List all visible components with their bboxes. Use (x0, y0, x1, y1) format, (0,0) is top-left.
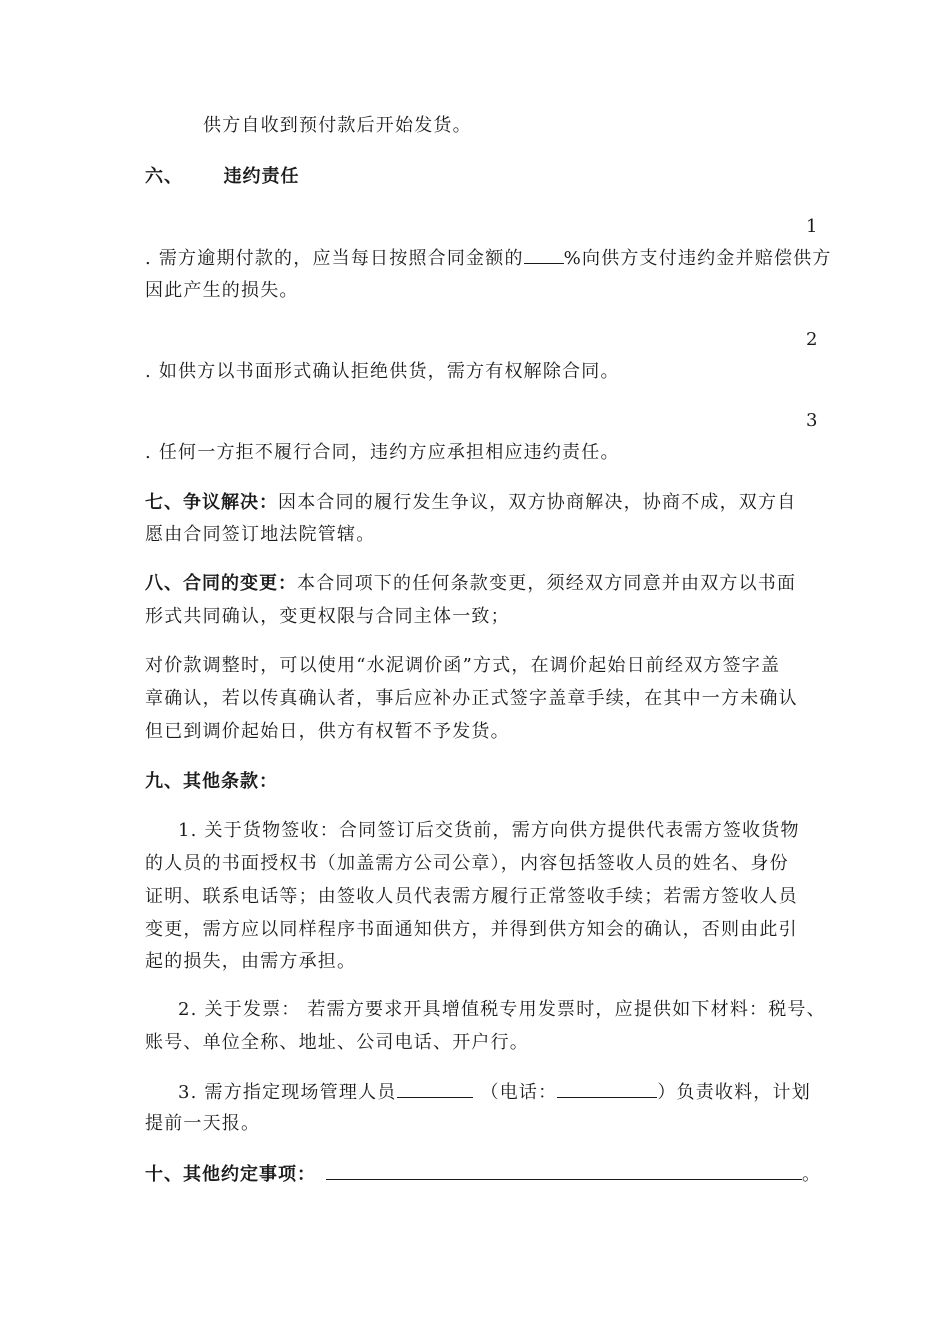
section-10-end: 。 (802, 1164, 822, 1185)
section-7-text: 因本合同的履行发生争议，双方协商解决，协商不成，双方自 (278, 492, 797, 513)
section-8-title: 八、合同的变更： (145, 573, 297, 594)
section-8-text: 本合同项下的任何条款变更，须经双方同意并由双方以书面 (297, 573, 797, 594)
clause-3-line-2: 提前一天报。 (145, 1113, 261, 1134)
clause-2-line-2: 账号、单位全称、地址、公司电话、开户行。 (145, 1032, 529, 1053)
item-1-line-1 (145, 245, 832, 272)
penalty-rate-blank[interactable] (524, 245, 564, 264)
item-3-text: . 任何一方拒不履行合同，违约方应承担相应违约责任。 (145, 442, 620, 463)
section-8-line-2: 形式共同确认，变更权限与合同主体一致； (145, 606, 510, 627)
clause-3-text-a: 3. 需方指定现场管理人员 (178, 1082, 397, 1103)
other-terms-blank[interactable] (326, 1161, 802, 1180)
site-manager-blank[interactable] (397, 1079, 473, 1098)
clause-1-line-5: 起的损失，由需方承担。 (145, 951, 357, 972)
clause-2-line-1: 2. 关于发票： 若需方要求开具增值税专用发票时，应提供如下材料：税号、 (178, 999, 826, 1020)
section-7-line-1 (145, 490, 796, 516)
clause-1-line-1: 1. 关于货物签收：合同签订后交货前，需方向供方提供代表需方签收货物 (178, 820, 800, 841)
section-6-heading (145, 164, 300, 190)
phone-blank[interactable] (557, 1079, 657, 1098)
price-line-3: 但已到调价起始日，供方有权暂不予发货。 (145, 721, 510, 742)
clause-1-line-2: 的人员的书面授权书（加盖需方公司公章），内容包括签收人员的姓名、身份 (145, 853, 789, 874)
clause-1-line-3: 证明、联系电话等；由签收人员代表需方履行正常签收手续；若需方签收人员 (145, 886, 798, 907)
section-10-title: 十、其他约定事项： (145, 1164, 316, 1185)
item-2-number: 2 (806, 329, 818, 350)
item-1-line-2: 因此产生的损失。 (145, 280, 299, 301)
price-line-2: 章确认，若以传真确认者，事后应补办正式签字盖章手续，在其中一方未确认 (145, 688, 798, 709)
clause-1-line-4: 变更，需方应以同样程序书面通知供方，并得到供方知会的确认，否则由此引 (145, 919, 798, 940)
delivery-paragraph: 供方自收到预付款后开始发货。 (203, 115, 472, 136)
clause-3-line-1 (178, 1079, 811, 1106)
item-3-number: 3 (806, 410, 818, 431)
section-9-title: 九、其他条款： (145, 771, 278, 792)
item-2-text: . 如供方以书面形式确认拒绝供货，需方有权解除合同。 (145, 361, 620, 382)
section-7-line-2: 愿由合同签订地法院管辖。 (145, 524, 376, 545)
section-6-title: 违约责任 (223, 166, 300, 187)
price-line-1: 对价款调整时，可以使用“水泥调价函”方式，在调价起始日前经双方签字盖 (145, 655, 781, 676)
section-8-line-1 (145, 571, 796, 597)
section-10-line (145, 1161, 821, 1188)
clause-3-text-c: ）负责收料，计划 (657, 1082, 811, 1103)
item-1-text-b: %向供方支付违约金并赔偿供方 (563, 248, 832, 269)
item-1-number: 1 (806, 216, 818, 237)
section-7-title: 七、争议解决： (145, 492, 278, 513)
item-1-text-a: . 需方逾期付款的，应当每日按照合同金额的 (145, 248, 524, 269)
section-6-number: 六、 (145, 166, 183, 187)
clause-3-text-b: （电话： (480, 1082, 558, 1103)
